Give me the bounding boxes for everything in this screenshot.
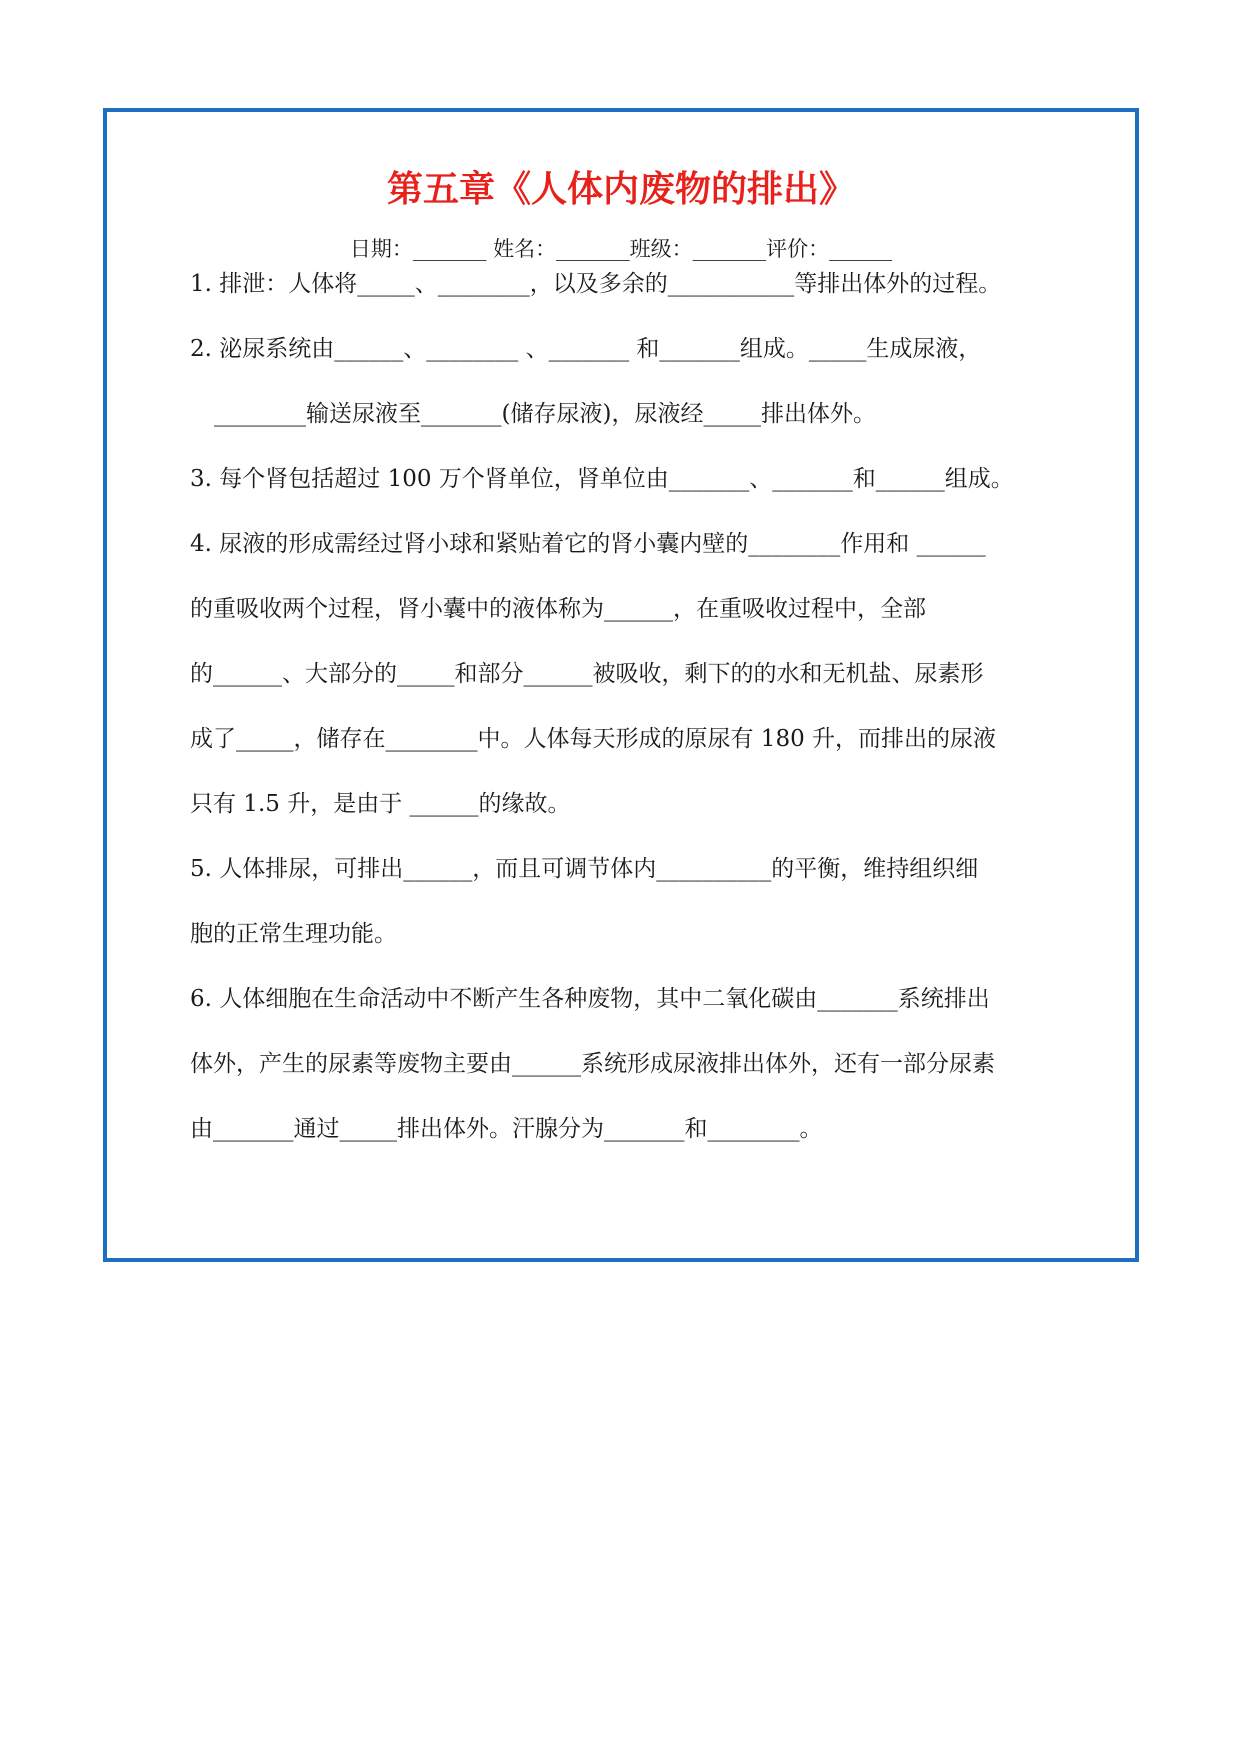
question-line: 的______、大部分的_____和部分______被吸收，剩下的的水和无机盐、尿素形 bbox=[190, 661, 984, 687]
question-line: 4. 尿液的形成需经过肾小球和紧贴着它的肾小囊内壁的________作用和 ______ bbox=[190, 531, 986, 557]
question-line: 胞的正常生理功能。 bbox=[190, 921, 397, 947]
worksheet-meta-line: 日期：_______ 姓名：_______班级：_______评价：______ bbox=[349, 237, 893, 261]
question-line: 体外，产生的尿素等废物主要由______系统形成尿液排出体外，还有一部分尿素 bbox=[190, 1051, 995, 1077]
question-line: 只有 1.5 升，是由于 ______的缘故。 bbox=[190, 791, 571, 817]
question-line: ________输送尿液至_______(储存尿液)，尿液经_____排出体外。 bbox=[214, 401, 876, 427]
question-line: 成了_____，储存在________中。人体每天形成的原尿有 180 升，而排出的尿液 bbox=[190, 726, 997, 752]
question-line: 6. 人体细胞在生命活动中不断产生各种废物，其中二氧化碳由_______系统排出 bbox=[190, 986, 990, 1012]
question-line: 的重吸收两个过程，肾小囊中的液体称为______，在重吸收过程中，全部 bbox=[190, 596, 926, 622]
question-line: 5. 人体排尿，可排出______，而且可调节体内__________的平衡，维持组织细 bbox=[190, 856, 979, 882]
question-line: 2. 泌尿系统由______、________ 、_______ 和_______组成。_____生成尿液， bbox=[190, 336, 982, 362]
worksheet-title: 第五章《人体内废物的排出》 bbox=[386, 168, 855, 210]
worksheet-frame bbox=[103, 108, 1139, 1262]
question-line: 1. 排泄：人体将_____、________，以及多余的___________等排出体外的过程。 bbox=[190, 271, 1002, 297]
question-line: 由_______通过_____排出体外。汗腺分为_______和________。 bbox=[190, 1116, 823, 1142]
question-line: 3. 每个肾包括超过 100 万个肾单位，肾单位由_______、_______和______组成。 bbox=[190, 466, 1014, 492]
